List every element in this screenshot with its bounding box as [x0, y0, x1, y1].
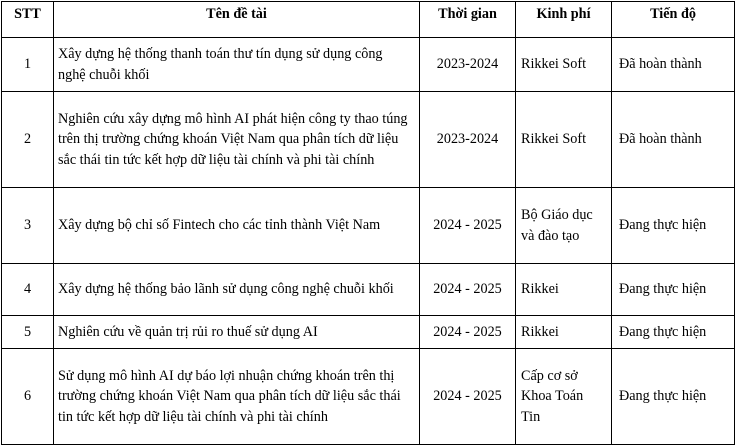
row-stt: 5	[2, 316, 54, 349]
row-funding: Bộ Giáo dục và đào tạo	[516, 188, 612, 264]
row-progress: Đang thực hiện	[612, 316, 735, 349]
header-stt: STT	[2, 2, 54, 38]
row-stt: 4	[2, 264, 54, 316]
row-time: 2023-2024	[420, 92, 516, 188]
row-progress: Đang thực hiện	[612, 264, 735, 316]
row-time: 2024 - 2025	[420, 316, 516, 349]
row-funding: Rikkei Soft	[516, 92, 612, 188]
table-row	[2, 92, 735, 188]
row-progress: Đã hoàn thành	[612, 92, 735, 188]
row-time: 2024 - 2025	[420, 349, 516, 445]
header-title: Tên đề tài	[54, 2, 420, 38]
table-row	[2, 38, 735, 92]
row-title: Xây dựng bộ chỉ số Fintech cho các tỉnh thành Việt Nam	[54, 188, 420, 264]
row-stt: 1	[2, 38, 54, 92]
row-title: Nghiên cứu xây dựng mô hình AI phát hiện công ty thao túng trên thị trường chứng khoán Việt Nam qua phân tích dữ liệu sắc thái tin tức kết hợp dữ liệu tài chính và phi tài chính	[54, 92, 420, 188]
table-row	[2, 349, 735, 445]
row-progress: Đang thực hiện	[612, 188, 735, 264]
row-title: Xây dựng hệ thống bảo lãnh sử dụng công nghệ chuỗi khối	[54, 264, 420, 316]
projects-table	[1, 1, 735, 445]
header-time: Thời gian	[420, 2, 516, 38]
table-row	[2, 188, 735, 264]
row-stt: 2	[2, 92, 54, 188]
row-funding: Rikkei	[516, 264, 612, 316]
row-funding: Cấp cơ sở Khoa Toán Tin	[516, 349, 612, 445]
row-progress: Đã hoàn thành	[612, 38, 735, 92]
table-header-row	[2, 2, 735, 38]
row-title: Nghiên cứu về quản trị rủi ro thuế sử dụng AI	[54, 316, 420, 349]
row-title: Sử dụng mô hình AI dự báo lợi nhuận chứng khoán trên thị trường chứng khoán Việt Nam qua phân tích dữ liệu sắc thái tin tức kết hợp dữ liệu tài chính và phi tài chính	[54, 349, 420, 445]
row-stt: 6	[2, 349, 54, 445]
row-title: Xây dựng hệ thống thanh toán thư tín dụng sử dụng công nghệ chuỗi khối	[54, 38, 420, 92]
row-progress: Đang thực hiện	[612, 349, 735, 445]
row-time: 2024 - 2025	[420, 264, 516, 316]
header-funding: Kinh phí	[516, 2, 612, 38]
row-time: 2023-2024	[420, 38, 516, 92]
row-stt: 3	[2, 188, 54, 264]
table-row	[2, 264, 735, 316]
table-row	[2, 316, 735, 349]
row-funding: Rikkei	[516, 316, 612, 349]
row-time: 2024 - 2025	[420, 188, 516, 264]
header-progress: Tiến độ	[612, 2, 735, 38]
row-funding: Rikkei Soft	[516, 38, 612, 92]
